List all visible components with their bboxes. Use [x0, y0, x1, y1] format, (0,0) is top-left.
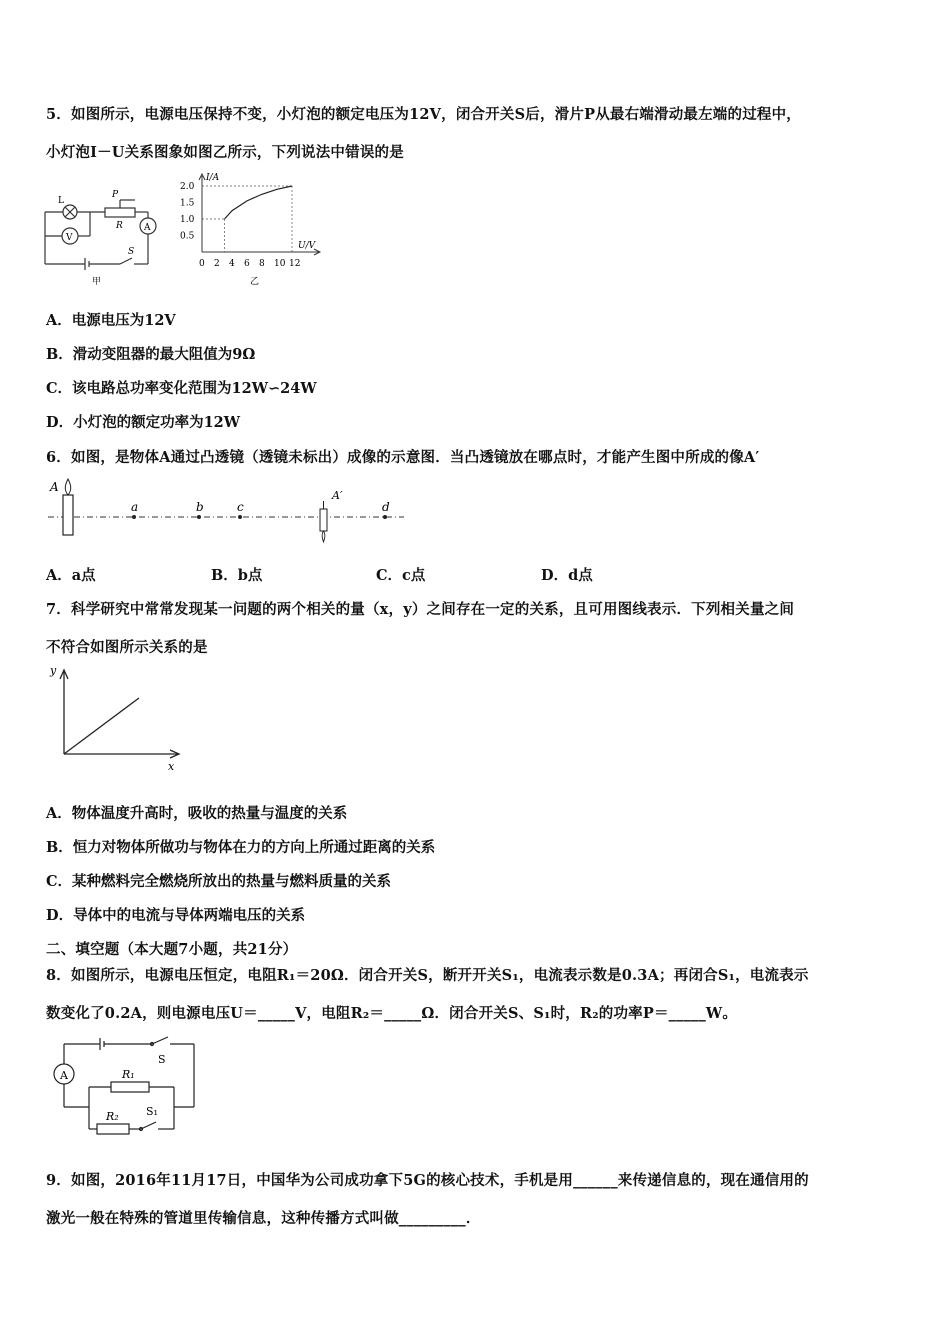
q7-stem-line2: 不符合如图所示关系的是 [46, 639, 208, 656]
label-A: A [50, 480, 59, 494]
q7-option-d[interactable]: D．导体中的电流与导体两端电压的关系 [46, 907, 306, 924]
q7-y-label: y [50, 664, 57, 677]
q6-option-d[interactable]: D．d点 [541, 567, 593, 584]
flame-icon [65, 479, 70, 495]
label-R2: R₂ [106, 1110, 119, 1123]
x-tick-label: 10 [274, 259, 286, 269]
q9-stem-line2: 激光一般在特殊的管道里传输信息，这种传播方式叫做_________． [46, 1210, 481, 1227]
q7-x-label: x [168, 760, 175, 773]
iu-curve [225, 186, 293, 219]
q5-option-a[interactable]: A．电源电压为12V [46, 312, 176, 329]
q6-optics-figure [44, 475, 414, 550]
x-tick-label: 2 [214, 259, 220, 269]
label-point-d: d [382, 500, 390, 514]
q8-stem-line2: 数变化了0.2A，则电源电压U＝_____V，电阻R₂＝_____Ω．闭合开关S、S₁时，R₂的功率P＝_____W。 [46, 1005, 738, 1022]
label-S: S [128, 247, 135, 257]
section2-title: 二、填空题（本大题7小题，共21分） [46, 941, 298, 958]
y-tick-label: 1.0 [180, 215, 195, 225]
q5-option-b[interactable]: B．滑动变阻器的最大阻值为9Ω [46, 346, 256, 363]
q7-option-b[interactable]: B．恒力对物体所做功与物体在力的方向上所通过距离的关系 [46, 839, 436, 856]
q8-stem-line1: 8．如图所示，电源电压恒定，电阻R₁＝20Ω．闭合开关S，断开开关S₁，电流表示数是0.3A；再闭合S₁，电流表示 [46, 967, 809, 984]
q7-line [64, 698, 139, 754]
y-axis-label: I/A [206, 173, 220, 183]
q9-stem-line1: 9．如图，2016年11月17日，中国华为公司成功拿下5G的核心技术，手机是用______来传递信息的，现在通信用的 [46, 1172, 809, 1189]
q5-stem-line1: 5．如图所示，电源电压保持不变，小灯泡的额定电压为12V，闭合开关S后，滑片P从最右端滑动最左端的过程中， [46, 106, 801, 123]
label-point-a: a [131, 500, 139, 514]
q7-option-a[interactable]: A．物体温度升高时，吸收的热量与温度的关系 [46, 805, 348, 822]
x-tick-label: 4 [229, 259, 235, 269]
y-tick-label: 1.5 [180, 198, 195, 209]
q5-iu-graph [170, 170, 330, 290]
figure-caption-jia: 甲 [92, 277, 102, 287]
label-R1: R₁ [122, 1068, 135, 1081]
figure-caption-yi: 乙 [250, 277, 260, 287]
label-S1: S₁ [146, 1105, 158, 1118]
inverted-flame-icon [322, 531, 325, 542]
label-V: V [66, 233, 73, 243]
q6-stem: 6．如图，是物体A通过凸透镜（透镜未标出）成像的示意图．当凸透镜放在哪点时，才能产生图中所成的像A′ [46, 449, 760, 466]
q6-option-c[interactable]: C．c点 [376, 567, 426, 584]
x-tick-label: 0 [199, 259, 205, 269]
point-a [132, 515, 136, 519]
q7-option-c[interactable]: C．某种燃料完全燃烧所放出的热量与燃料质量的关系 [46, 873, 392, 890]
q5-circuit-figure [40, 188, 160, 288]
q8-circuit-figure [44, 1032, 204, 1142]
y-tick-label: 2.0 [180, 182, 195, 192]
label-L: L [58, 196, 64, 206]
label-A: A [60, 1069, 68, 1082]
label-P: P [112, 190, 119, 200]
image-candle [320, 509, 327, 531]
q7-xy-graph [44, 662, 184, 777]
y-tick-label: 0.5 [180, 231, 195, 242]
label-R: R [116, 221, 123, 231]
x-tick-label: 8 [259, 259, 265, 269]
q6-option-a[interactable]: A．a点 [46, 567, 96, 584]
q6-option-b[interactable]: B．b点 [211, 567, 263, 584]
point-c [238, 515, 242, 519]
label-A-prime: A′ [332, 489, 343, 502]
label-point-b: b [196, 500, 204, 514]
x-tick-label: 6 [244, 259, 250, 269]
point-b [197, 515, 201, 519]
object-candle [63, 495, 73, 535]
q5-stem-line2: 小灯泡I－U关系图象如图乙所示，下列说法中错误的是 [46, 144, 404, 161]
label-A: A [144, 223, 151, 233]
q5-option-d[interactable]: D．小灯泡的额定功率为12W [46, 414, 241, 431]
point-d [383, 515, 387, 519]
x-axis-label: U/V [298, 241, 316, 251]
label-S: S [158, 1053, 166, 1066]
label-point-c: c [237, 500, 244, 514]
q5-option-c[interactable]: C．该电路总功率变化范围为12W∽24W [46, 380, 317, 397]
q7-stem-line1: 7．科学研究中常常发现某一问题的两个相关的量（x，y）之间存在一定的关系，且可用图线表示．下列相关量之间 [46, 601, 795, 618]
x-tick-label: 12 [289, 259, 301, 269]
